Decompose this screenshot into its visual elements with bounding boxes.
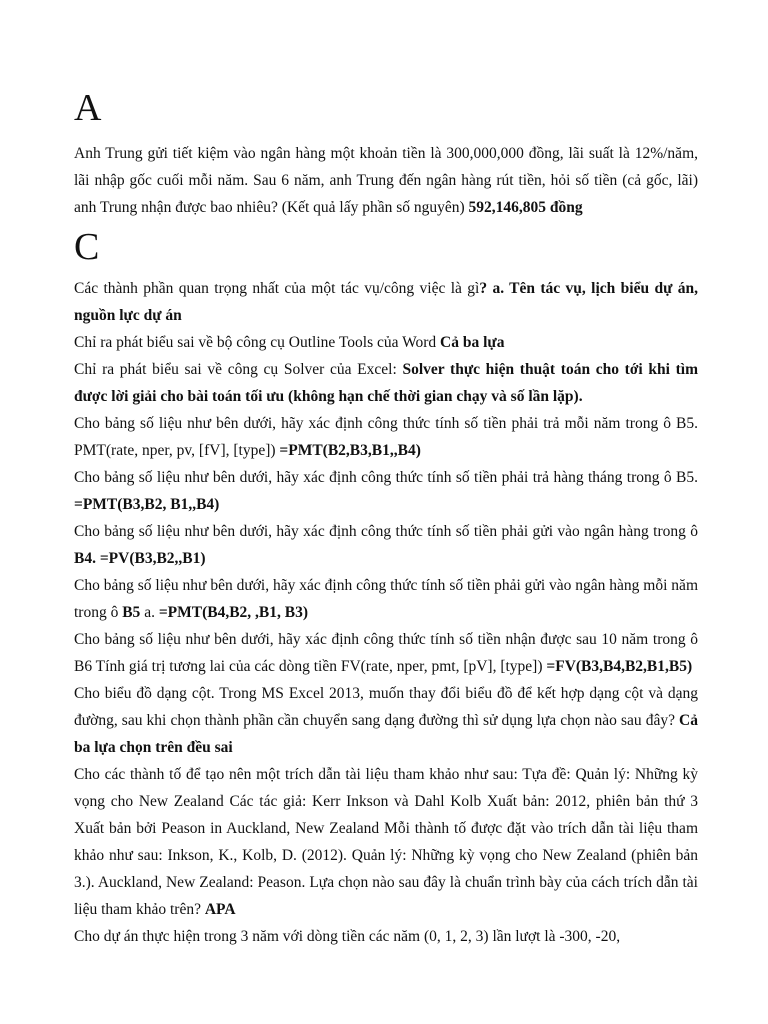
question-paragraph: [74, 923, 698, 950]
answer-text: APA: [204, 901, 236, 918]
question-text: Cho bảng số liệu như bên dưới, hãy xác định công thức tính số tiền phải gửi vào ngân hàng trong ô: [74, 523, 698, 540]
answer-text: =PMT(B3,B2, B1,,B4): [74, 496, 220, 513]
question-paragraph: [74, 761, 698, 923]
document-page: [74, 86, 698, 950]
answer-text: 592,146,805 đồng: [468, 199, 583, 216]
question-text: Cho dự án thực hiện trong 3 năm với dòng tiền các năm (0, 1, 2, 3) lần lượt là -300, -20,: [74, 928, 621, 945]
answer-text: =FV(B3,B4,B2,B1,B5): [546, 658, 693, 675]
question-paragraph: [74, 572, 698, 626]
question-paragraph: [74, 680, 698, 761]
question-text: Các thành phần quan trọng nhất của một tác vụ/công việc là gì: [74, 280, 480, 297]
section-heading-a: A: [74, 87, 102, 129]
question-text: Cho biểu đồ dạng cột. Trong MS Excel 2013, muốn thay đổi biểu đồ để kết hợp dạng cột và dạng đường, sau khi chọn thành phần cần chuyển sang dạng đường thì sử dụng lựa chọn nào sau đây?: [74, 685, 698, 729]
answer-text: ? a. Tên tác vụ, lịch biểu dự án, nguồn lực dự án: [74, 280, 698, 324]
question-text: Anh Trung gửi tiết kiệm vào ngân hàng một khoản tiền là 300,000,000 đồng, lãi suất là 12%/năm, lãi nhập gốc cuối mỗi năm. Sau 6 năm, anh Trung đến ngân hàng rút tiền, hỏi số tiền (cả gốc, lãi) anh Trung nhận được bao nhiêu? (Kết quả lấy phần số nguyên): [74, 145, 698, 216]
question-paragraph: [74, 410, 698, 464]
question-text: Cho bảng số liệu như bên dưới, hãy xác định công thức tính số tiền phải gửi vào ngân hàng mỗi năm trong ô: [74, 577, 698, 621]
section-heading-c: C: [74, 226, 100, 268]
question-paragraph: [74, 329, 698, 356]
question-paragraph: [74, 626, 698, 680]
question-text: Chỉ ra phát biểu sai về công cụ Solver của Excel:: [74, 361, 403, 378]
question-text: a.: [140, 604, 159, 621]
question-text: Chỉ ra phát biểu sai về bộ công cụ Outline Tools của Word: [74, 334, 441, 351]
question-paragraph: [74, 518, 698, 572]
question-text: Cho bảng số liệu như bên dưới, hãy xác định công thức tính số tiền nhận được sau 10 năm trong ô B6 Tính giá trị tương lai của các dòng tiền FV(rate, nper, pmt, [pV], [type]): [74, 631, 698, 675]
answer-text: =PMT(B4,B2, ,B1, B3): [158, 604, 309, 621]
question-text: Cho bảng số liệu như bên dưới, hãy xác định công thức tính số tiền phải trả hàng tháng trong ô B5.: [74, 469, 698, 486]
question-paragraph: [74, 464, 698, 518]
answer-text: Cả ba lựa: [440, 334, 505, 351]
cell-reference: B5: [122, 604, 141, 621]
question-paragraph: [74, 356, 698, 410]
question-text: Cho các thành tố để tạo nên một trích dẫn tài liệu tham khảo như sau: Tựa đề: Quản lý: Những kỳ vọng cho New Zealand Các tác giả: Kerr Inkson và Dahl Kolb Xuất bản: 2012, phiên bản thứ 3 Xuất bản bởi Peason in Auckland, New Zealand Mỗi thành tố được đặt vào trích dẫn tài liệu tham khảo như sau: Inkson, K., Kolb, D. (2012). Quản lý: Những kỳ vọng cho New Zealand (phiên bản 3.). Auckland, New Zealand: Peason. Lựa chọn nào sau đây là chuẩn trình bày của cách trích dẫn tài liệu tham khảo trên?: [74, 766, 698, 918]
question-text: Cho bảng số liệu như bên dưới, hãy xác định công thức tính số tiền phải trả mỗi năm trong ô B5. PMT(rate, nper, pv, [fV], [type]): [74, 415, 698, 459]
answer-text: Solver thực hiện thuật toán cho tới khi tìm được lời giải cho bài toán tối ưu (không hạn chế thời gian chạy và số lần lặp).: [74, 361, 698, 405]
answer-text: =PMT(B2,B3,B1,,B4): [279, 442, 421, 459]
answer-text: Cả ba lựa chọn trên đều sai: [74, 712, 698, 756]
answer-text: B4. =PV(B3,B2,,B1): [74, 550, 206, 567]
question-paragraph: [74, 275, 698, 329]
question-paragraph: [74, 140, 698, 221]
